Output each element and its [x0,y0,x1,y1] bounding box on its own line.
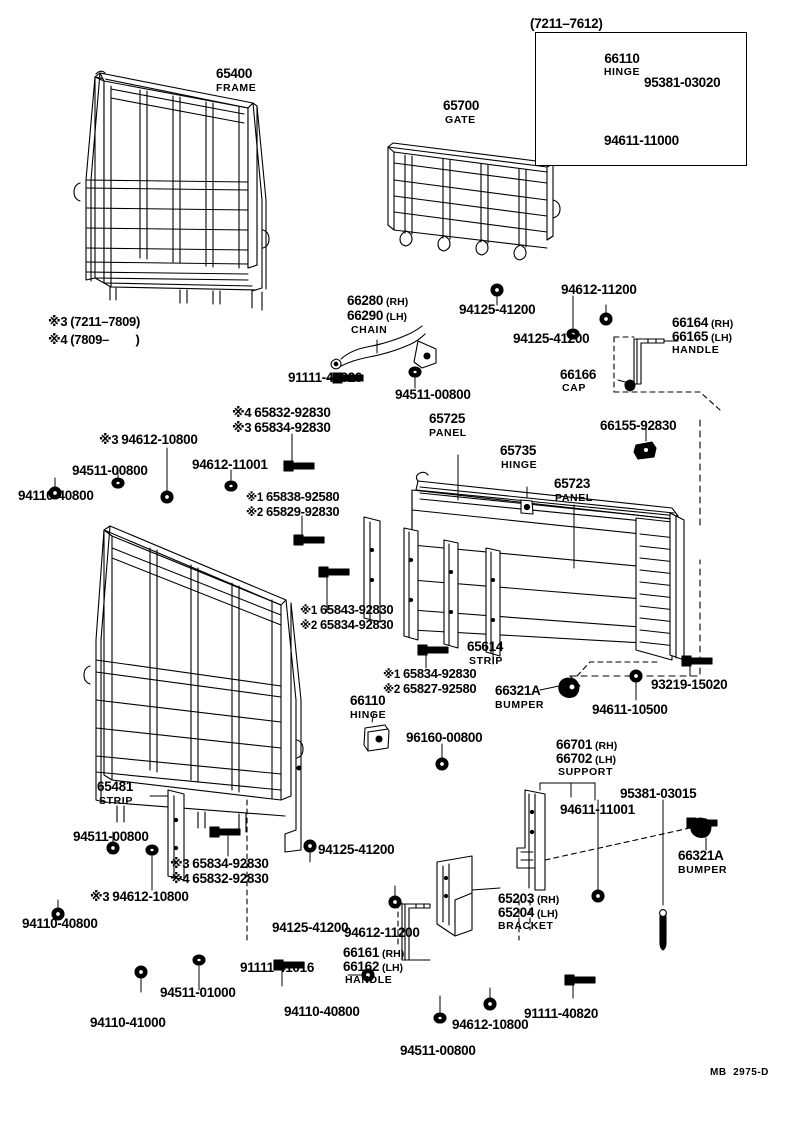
label-94612-11001: 94612-11001 [192,457,268,472]
label-65725-name: PANEL [429,427,467,439]
label-65481-name: STRIP [99,795,133,807]
label-66162-number: 66162 [343,959,380,974]
label-65834-92830-d [170,857,269,871]
label-94110-40800-c: 94110-40800 [284,1004,360,1019]
label-66164-number: 66164 [672,315,709,330]
label-66321A-right-name: BUMPER [678,864,728,876]
label-91111-41016: 91111-41016 [240,960,315,975]
label-65735-name: HINGE [501,459,538,471]
label-66161-number: 66161 [343,945,380,960]
mark-3-b: ※3 [99,432,119,447]
label-65834-92830-b [300,618,393,633]
inset-part-95381-number: 95381-03020 [644,75,721,90]
label-65400-name: FRAME [216,82,257,94]
label-66702 [556,752,616,766]
mark-3-a: ※3 [232,420,252,435]
label-65843-92830 [300,603,393,618]
label-65832-92830-b-number: 65832-92830 [192,871,269,886]
mark-1-c: ※1 [383,669,400,681]
label-94110-40800-b: 94110-40800 [22,916,98,931]
note-3-range: (7211–7809) [70,314,140,329]
label-66155-92830: 66155-92830 [600,418,677,433]
label-65838-92580 [246,490,339,505]
inset-part-66110-name: HINGE [603,66,641,78]
label-chain-name: CHAIN [351,324,388,336]
label-66162-side: (LH) [382,962,404,974]
label-65700-name: GATE [445,114,476,126]
label-66290 [347,309,407,323]
label-66165-number: 66165 [672,329,709,344]
note-mark-3 [48,315,140,328]
label-65834-92830-c [383,667,476,682]
label-65834-92830-a-number: 65834-92830 [254,420,331,435]
label-65203-number: 65203 [498,891,535,906]
label-handle-lower-name: HANDLE [345,974,393,986]
label-66280 [347,294,408,308]
label-66161-side: (RH) [382,948,405,960]
note-4-range: (7809– ) [70,332,140,347]
mark-4-a: ※4 [232,405,252,420]
label-94511-00800-c: 94511-00800 [73,829,149,844]
label-65829-92830-number: 65829-92830 [265,504,340,519]
sheet-watermark: MB 2975-D [710,1067,769,1078]
mark-2-b: ※2 [300,620,317,632]
label-94612-10800-c: 94612-10800 [452,1017,529,1032]
label-91111-40820-b: 91111-40820 [524,1006,599,1021]
label-65400-number: 65400 [216,66,253,81]
label-94125-41200-a: 94125-41200 [459,302,536,317]
label-95381-03015: 95381-03015 [620,786,697,801]
label-66321A-mid-name: BUMPER [495,699,545,711]
label-91111-40820: 91111-40820 [288,370,363,385]
label-66166-number: 66166 [560,367,597,382]
label-66321A-right-number: 66321A [678,848,724,863]
label-94125-41200-c: 94125-41200 [318,842,395,857]
label-66290-side: (LH) [386,311,408,323]
label-65203-side: (RH) [537,894,560,906]
label-66321A-mid-number: 66321A [495,683,541,698]
label-66161 [343,946,404,960]
inset-part-94611-number: 94611-11000 [604,133,679,148]
mark-3-d: ※3 [90,889,110,904]
note-4-mark: ※4 [48,332,68,347]
label-65723-number: 65723 [554,476,591,491]
inset-part-66110-number: 66110 [604,51,640,66]
label-66164-side: (RH) [711,318,734,330]
label-66701-number: 66701 [556,737,593,752]
mark-1-a: ※1 [246,492,263,504]
label-66701-side: (RH) [595,740,618,752]
label-65735-number: 65735 [500,443,537,458]
label-66280-number: 66280 [347,293,384,308]
mark-1-b: ※1 [300,605,317,617]
label-94110-41000: 94110-41000 [90,1015,166,1030]
label-65614-name: STRIP [469,655,503,667]
label-66280-side: (RH) [386,296,409,308]
mark-4-b: ※4 [170,871,190,886]
label-66290-number: 66290 [347,308,384,323]
label-66165 [672,330,732,344]
label-65700-number: 65700 [443,98,480,113]
label-65827-92580-number: 65827-92580 [402,681,477,696]
label-65838-92580-number: 65838-92580 [265,489,340,504]
label-65832-92830-a [232,406,331,420]
label-handle-upper-name: HANDLE [672,344,720,356]
label-65204-side: (LH) [537,908,559,920]
label-96160-00800: 96160-00800 [406,730,483,745]
mark-2-c: ※2 [383,684,400,696]
label-94611-10500: 94611-10500 [592,702,668,717]
label-65834-92830-c-number: 65834-92830 [402,666,477,681]
label-66164 [672,316,733,330]
label-94511-00800-b: 94511-00800 [72,463,148,478]
label-65204-number: 65204 [498,905,535,920]
label-94612-10800-b [90,890,189,904]
note-3-mark: ※3 [48,314,68,329]
label-66162 [343,960,403,974]
label-66110-lower-number: 66110 [350,693,386,708]
label-65723-name: PANEL [555,492,593,504]
label-94125-41200-d: 94125-41200 [272,920,349,935]
label-65843-92830-number: 65843-92830 [319,602,394,617]
label-65203 [498,892,559,906]
label-support-name: SUPPORT [558,766,613,778]
label-94125-41200-b: 94125-41200 [513,331,590,346]
label-94611-11001: 94611-11001 [560,802,635,817]
label-66165-side: (LH) [711,332,733,344]
label-65834-92830-a [232,421,331,435]
label-94612-10800-a-number: 94612-10800 [121,432,198,447]
label-94511-00800-a: 94511-00800 [395,387,471,402]
label-65204 [498,906,558,920]
label-94612-10800-b-number: 94612-10800 [112,889,189,904]
label-65834-92830-d-number: 65834-92830 [192,856,269,871]
label-66701 [556,738,617,752]
label-66702-side: (LH) [595,754,617,766]
label-65832-92830-a-number: 65832-92830 [254,405,331,420]
inset-range-label: (7211–7612) [530,16,603,31]
mark-3-c: ※3 [170,856,190,871]
label-65829-92830 [246,505,339,520]
label-93219-15020: 93219-15020 [651,677,728,692]
label-94110-40800-a: 94110-40800 [18,488,94,503]
label-65827-92580 [383,682,476,697]
label-94511-01000: 94511-01000 [160,985,236,1000]
label-65832-92830-b [170,872,269,886]
label-66110-lower-name: HINGE [350,709,387,721]
label-94612-11200-a: 94612-11200 [561,282,637,297]
mark-2-a: ※2 [246,507,263,519]
label-94612-10800-a [99,433,198,447]
label-94511-00800-d: 94511-00800 [400,1043,476,1058]
label-65614-number: 65614 [467,639,504,654]
label-65834-92830-b-number: 65834-92830 [319,617,394,632]
label-66702-number: 66702 [556,751,593,766]
note-mark-4 [48,333,139,346]
label-bracket-name: BRACKET [498,920,554,932]
label-65481-number: 65481 [97,779,134,794]
label-94612-11200-b: 94612-11200 [344,925,420,940]
label-65725-number: 65725 [429,411,466,426]
label-66166-name: CAP [562,382,586,394]
